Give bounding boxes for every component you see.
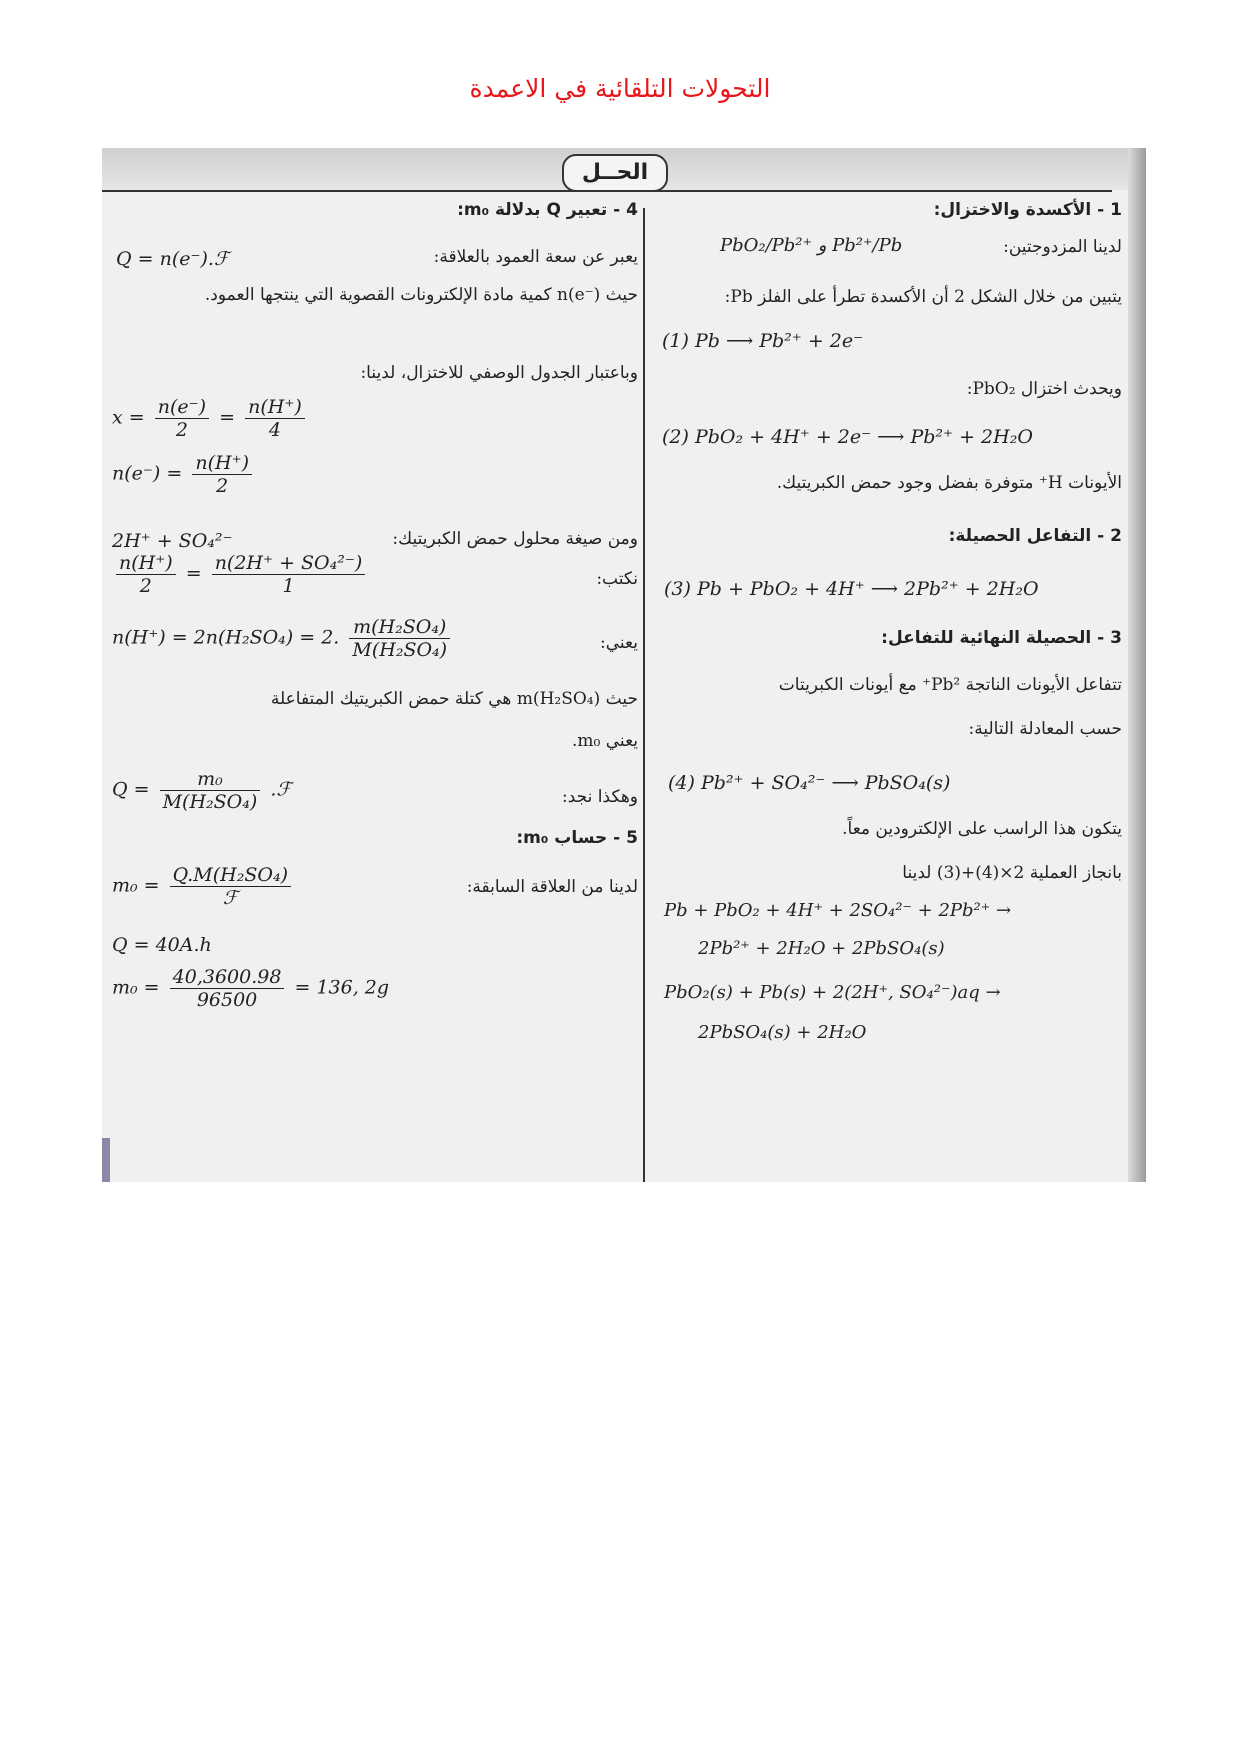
x-lhs: x = <box>112 406 145 429</box>
m0-result-value: = 136, 2g <box>294 976 390 999</box>
fraction-nh-over-2b <box>116 552 176 597</box>
numerator: n(H⁺) <box>116 552 176 575</box>
ne-relation <box>112 452 256 497</box>
s4-write: نكتب: <box>596 569 638 589</box>
numerator: n(H⁺) <box>245 396 305 419</box>
equation-1: (1) Pb ⟶ Pb²⁺ + 2e⁻ <box>662 330 864 352</box>
m0-lhs: m₀ = <box>112 874 160 897</box>
column-divider <box>643 208 645 1182</box>
numerator: n(H⁺) <box>192 452 252 475</box>
s3-text-1: تتفاعل الأيونات الناتجة Pb²⁺ مع أيونات الكبريتات <box>778 675 1122 695</box>
m0-lhs: m₀ = <box>112 976 160 999</box>
equation-5-line-1: Pb + PbO₂ + 4H⁺ + 2SO₄²⁻ + 2Pb²⁺ → <box>664 900 1012 921</box>
numerator: m₀ <box>160 768 261 791</box>
section-3-heading: 3 - الحصيلة النهائية للتفاعل: <box>881 628 1122 648</box>
s4-find: وهكذا نجد: <box>562 787 638 807</box>
fraction-nh-over-4 <box>245 396 305 441</box>
section-5-heading: 5 - حساب m₀: <box>516 828 638 848</box>
denominator: ℱ <box>222 887 238 909</box>
nh-sulfuric-relation <box>112 552 369 597</box>
equation-6-line-1: PbO₂(s) + Pb(s) + 2(2H⁺, SO₄²⁻)aq → <box>664 982 1001 1003</box>
denominator: M(H₂SO₄) <box>162 791 258 813</box>
x-relation <box>112 396 309 441</box>
denominator: 4 <box>268 419 281 441</box>
ne-lhs: n(e⁻) = <box>112 462 183 485</box>
s4-text-6: يعني m₀. <box>572 731 638 751</box>
denominator: 96500 <box>196 989 258 1011</box>
equation-2: (2) PbO₂ + 4H⁺ + 2e⁻ ⟶ Pb²⁺ + 2H₂O <box>662 426 1033 448</box>
nh-lhs: n(H⁺) = 2n(H₂SO₄) = 2. <box>112 626 340 649</box>
numerator: 40,3600.98 <box>170 966 285 989</box>
equation-5-line-2: 2Pb²⁺ + 2H₂O + 2PbSO₄(s) <box>698 938 945 959</box>
fraction-numeric <box>170 966 285 1011</box>
s4-text-1: يعبر عن سعة العمود بالعلاقة: <box>433 247 638 267</box>
numerator: n(2H⁺ + SO₄²⁻) <box>212 552 366 575</box>
s5-text-1: لدينا من العلاقة السابقة: <box>466 877 638 897</box>
equation-4: (4) Pb²⁺ + SO₄²⁻ ⟶ PbSO₄(s) <box>668 772 951 794</box>
denominator: 2 <box>139 575 152 597</box>
equals-sign: = <box>219 406 236 429</box>
s4-text-2: حيث n(e⁻) كمية مادة الإلكترونات القصوية التي ينتجها العمود. <box>204 285 638 305</box>
s1-note: الأيونات H⁺ متوفرة بفضل وجود حمض الكبريتيك. <box>776 473 1122 493</box>
s3-note: يتكون هذا الراسب على الإلكترودين معاً. <box>842 819 1122 839</box>
q-lhs: Q = <box>112 778 150 801</box>
fraction-nh-over-2 <box>192 452 252 497</box>
s1-oxidation-text: يتبين من خلال الشكل 2 أن الأكسدة تطرأ على الفلز Pb: <box>724 287 1122 307</box>
fraction-m0-over-molar <box>160 768 261 813</box>
s1-intro: لدينا المزدوجتين: <box>1003 237 1122 257</box>
nh-mass-relation <box>112 616 454 661</box>
numerator: Q.M(H₂SO₄) <box>170 864 291 887</box>
equation-6-line-2: 2PbSO₄(s) + 2H₂O <box>698 1022 867 1043</box>
scan-edge-shadow <box>1128 148 1146 1182</box>
scan-left-mark <box>102 1138 110 1182</box>
equals-sign: = <box>185 562 202 585</box>
s3-text-2: حسب المعادلة التالية: <box>968 719 1122 739</box>
fraction-ne-over-2 <box>155 396 209 441</box>
faraday-constant: .ℱ <box>270 778 292 801</box>
m0-result <box>112 966 389 1011</box>
s4-text-5: حيث m(H₂SO₄) هي كتلة حمض الكبريتيك المتفاعلة <box>270 689 638 709</box>
denominator: 2 <box>216 475 229 497</box>
q-final-relation <box>112 768 291 813</box>
numerator: n(e⁻) <box>155 396 209 419</box>
denominator: M(H₂SO₄) <box>352 639 448 661</box>
fraction-q-molar-over-f <box>170 864 291 909</box>
sulfuric-formula: 2H⁺ + SO₄²⁻ <box>112 530 233 552</box>
denominator: 1 <box>282 575 295 597</box>
scanned-page <box>102 148 1146 1182</box>
s3-operation: بانجاز العملية 2×(4)+(3) لدينا <box>902 863 1122 883</box>
fraction-n2h-so4-over-1 <box>212 552 366 597</box>
s1-couples: PbO₂/Pb²⁺ و Pb²⁺/Pb <box>720 235 903 256</box>
s4-text-4: ومن صيغة محلول حمض الكبريتيك: <box>392 529 638 549</box>
section-4-heading: 4 - تعبير Q بدلالة m₀: <box>457 200 638 220</box>
section-1-heading: 1 - الأكسدة والاختزال: <box>933 200 1122 220</box>
numerator: m(H₂SO₄) <box>349 616 450 639</box>
q-value: Q = 40A.h <box>112 934 212 956</box>
denominator: 2 <box>175 419 188 441</box>
equation-3: (3) Pb + PbO₂ + 4H⁺ ⟶ 2Pb²⁺ + 2H₂O <box>664 578 1039 600</box>
s4-means: يعني: <box>600 633 638 653</box>
s4-text-3: وباعتبار الجدول الوصفي للاختزال، لدينا: <box>360 363 638 383</box>
fraction-mass-over-molar <box>349 616 450 661</box>
solution-tab-label: الحــل <box>562 154 668 192</box>
s1-reduction-text: ويحدث اختزال PbO₂: <box>966 379 1122 399</box>
m0-relation <box>112 864 295 909</box>
page-title: التحولات التلقائية في الاعمدة <box>469 74 771 103</box>
section-2-heading: 2 - التفاعل الحصيلة: <box>948 526 1122 546</box>
s4-equation-q: Q = n(e⁻).ℱ <box>116 248 229 270</box>
